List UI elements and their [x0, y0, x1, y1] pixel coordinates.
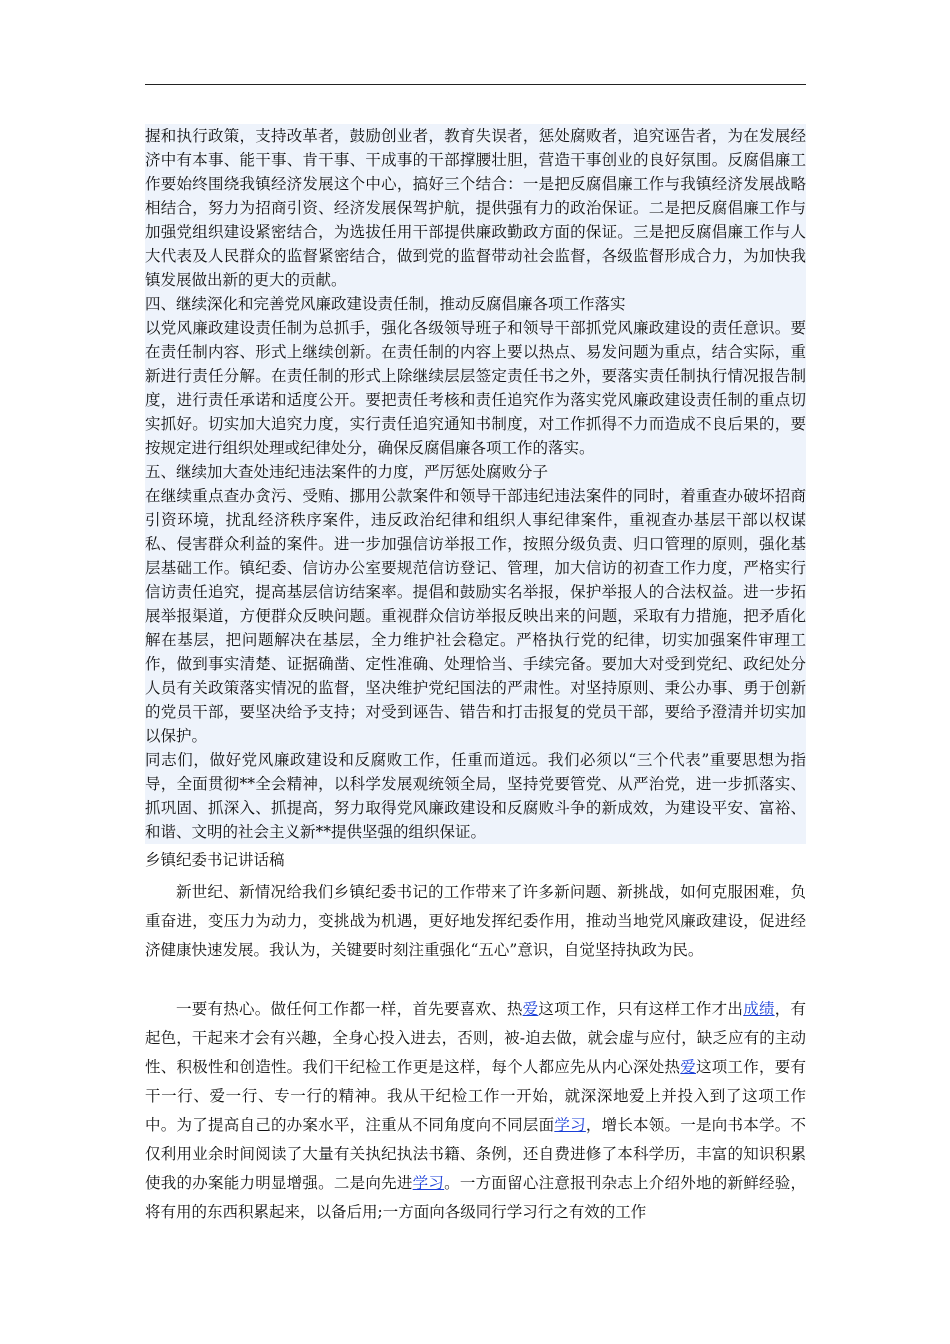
text-segment: 这项工作，只有这样工作才出: [538, 1000, 744, 1018]
section-heading-4: 四、继续深化和完善党风廉政建设责任制，推动反腐倡廉各项工作落实: [145, 295, 626, 313]
inline-link[interactable]: 成绩: [743, 1000, 775, 1018]
speech-point-one: [145, 995, 806, 1227]
paragraph-continuation: 握和执行政策，支持改革者，鼓励创业者，教育失误者，惩处腐败者，追究诬告者，为在发展经济中有本事、能干事、肯干事、干成事的干部撑腰壮胆，营造干事创业的良好氛围。反腐倡廉工作要始终围绕我镇经济发展这个中心，搞好三个结合：一是把反腐倡廉工作与我镇经济发展战略相结合，努力为招商引资、经济发展保驾护航，提供强有力的政治保证。二是把反腐倡廉工作与加强党组织建设紧密结合，为选拔任用干部提供廉政勤政方面的保证。三是把反腐倡廉工作与人大代表及人民群众的监督紧密结合，做到党的监督带动社会监督，各级监督形成合力，为加快我镇发展做出新的更大的贡献。: [145, 127, 806, 289]
highlighted-section: [145, 124, 806, 844]
inline-link[interactable]: 学习: [554, 1116, 586, 1134]
speech-title: 乡镇纪委书记讲话稿: [145, 851, 285, 869]
speech-intro: 新世纪、新情况给我们乡镇纪委书记的工作带来了许多新问题、新挑战，如何克服困难，负重奋进，变压力为动力，变挑战为机遇，更好地发挥纪委作用，推动当地党风廉政建设，促进经济健康快速发展。我认为，关键要时刻注重强化“五心”意识，自觉坚持执政为民。: [145, 883, 806, 959]
paragraph-cases: 在继续重点查办贪污、受贿、挪用公款案件和领导干部违纪违法案件的同时，着重查办破坏招商引资环境，扰乱经济秩序案件，违反政治纪律和组织人事纪律案件，重视查办基层干部以权谋私、侵害群众利益的案件。进一步加强信访举报工作，按照分级负责、归口管理的原则，强化基层基础工作。镇纪委、信访办公室要规范信访登记、管理，加大信访的初查工作力度，严格实行信访责任追究，提高基层信访结案率。提倡和鼓励实名举报，保护举报人的合法权益。进一步拓展举报渠道，方便群众反映问题。重视群众信访举报反映出来的问题，采取有力措施，把矛盾化解在基层，把问题解决在基层，全力维护社会稳定。严格执行党的纪律，切实加强案件审理工作，做到事实清楚、证据确凿、定性准确、处理恰当、手续完备。要加大对受到党纪、政纪处分人员有关政策落实情况的监督，坚决维护党纪国法的严肃性。对坚持原则、秉公办事、勇于创新的党员干部，要坚决给予支持；对受到诬告、错告和打击报复的党员干部，要给予澄清并切实加以保护。: [145, 487, 806, 745]
inline-link[interactable]: 爱: [522, 1000, 539, 1018]
text-segment: 。一方面留心注意报刊杂志上介绍外地的新鲜经验，将有用的东西积累起来，以备后用;一方面向各级同行学习行之有效的工作: [145, 1174, 806, 1221]
header-rule: [145, 84, 806, 85]
text-segment: 一要有热心。做任何工作都一样，首先要喜欢、热: [176, 1000, 523, 1018]
spacer: [145, 965, 806, 995]
inline-link[interactable]: 爱: [680, 1058, 697, 1076]
document-body: [145, 124, 806, 1227]
text-segment: ，有起色，干起来才会有兴趣，全身心投入进去，否则，被-迫去做，就会虚与应付，缺乏应有的主动性、积极性和创造性。我们干纪检工作更是这样，每个人都应先从内心深处热: [145, 1000, 806, 1076]
text-segment: 这项工作，要有干一行、爱一行、专一行的精神。我从干纪检工作一开始，就深深地爱上并投入到了这项工作中。为了提高自己的办案水平，注重从不同角度向不同层面: [145, 1058, 806, 1134]
paragraph-responsibility: 以党风廉政建设责任制为总抓手，强化各级领导班子和领导干部抓党风廉政建设的责任意识。要在责任制内容、形式上继续创新。在责任制的内容上要以热点、易发问题为重点，结合实际，重新进行责任分解。在责任制的形式上除继续层层签定责任书之外，要落实责任制执行情况报告制度，进行责任承诺和适度公开。要把责任考核和责任追究作为落实党风廉政建设责任制的重点切实抓好。切实加大追究力度，实行责任追究通知书制度，对工作抓得不力而造成不良后果的，要按规定进行组织处理或纪律处分，确保反腐倡廉各项工作的落实。: [145, 319, 806, 457]
section-heading-5: 五、继续加大查处违纪违法案件的力度，严厉惩处腐败分子: [145, 463, 549, 481]
inline-link[interactable]: 学习: [412, 1174, 445, 1192]
paragraph-conclusion: 同志们，做好党风廉政建设和反腐败工作，任重而道远。我们必须以“三个代表”重要思想为指导，全面贯彻**全会精神，以科学发展观统领全局，坚持党要管党、从严治党，进一步抓落实、抓巩固、抓深入、抓提高，努力取得党风廉政建设和反腐败斗争的新成效，为建设平安、富裕、和谐、文明的社会主义新**提供坚强的组织保证。: [145, 751, 806, 841]
text-segment: ，增长本领。一是向书本学。不仅利用业余时间阅读了大量有关执纪执法书籍、条例，还自费进修了本科学历，丰富的知识积累使我的办案能力明显增强。二是向先进: [145, 1116, 806, 1192]
